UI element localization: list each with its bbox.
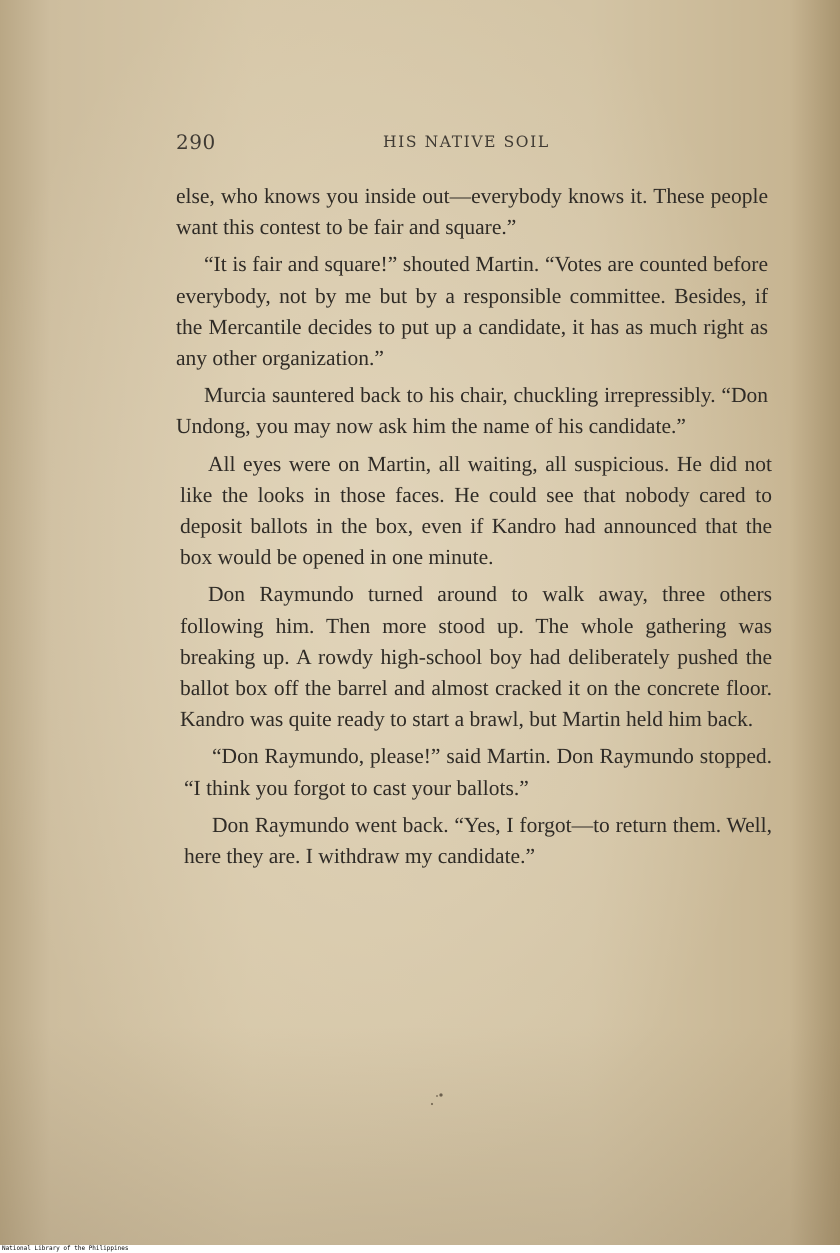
paragraph: “It is fair and square!” shouted Martin. “Votes are counted before everybody, not by me but by a responsible committee. Besides, if the Mercantile decides to put up a candidate, it has as much right as any other organization.”: [176, 252, 768, 371]
paragraph: else, who knows you inside out—everybody knows it. These people want this contest to be fair and square.”: [176, 184, 768, 240]
ink-speck-icon: [428, 1092, 448, 1108]
paragraph: Don Raymundo went back. “Yes, I forgot—to return them. Well, here they are. I withdraw my candidate.”: [184, 812, 772, 869]
paragraph: Don Raymundo turned around to walk away, three others following him. Then more stood up. The whole gathering was breaking up. A rowdy high-school boy had deliberately pushed the ballot box off the barrel and almost cracked it on the concrete floor. Kandro was quite ready to start a brawl, but Martin held him back.: [180, 582, 772, 732]
library-credit: National Library of the Philippines: [2, 1245, 129, 1252]
running-head: HIS NATIVE SOIL: [383, 133, 550, 151]
body-text: [176, 181, 772, 878]
paragraph: All eyes were on Martin, all waiting, all suspicious. He did not like the looks in those faces. He could see that nobody cared to deposit ballots in the box, even if Kandro had announced that the box would be opened in one minute.: [180, 451, 772, 570]
page-header: [176, 130, 776, 160]
page-number: 290: [176, 130, 216, 154]
paragraph: Murcia sauntered back to his chair, chuckling irrepressibly. “Don Undong, you may now ask him the name of his candidate.”: [176, 383, 768, 439]
paragraph: “Don Raymundo, please!” said Martin. Don Raymundo stopped. “I think you forgot to cast your ballots.”: [184, 744, 772, 800]
